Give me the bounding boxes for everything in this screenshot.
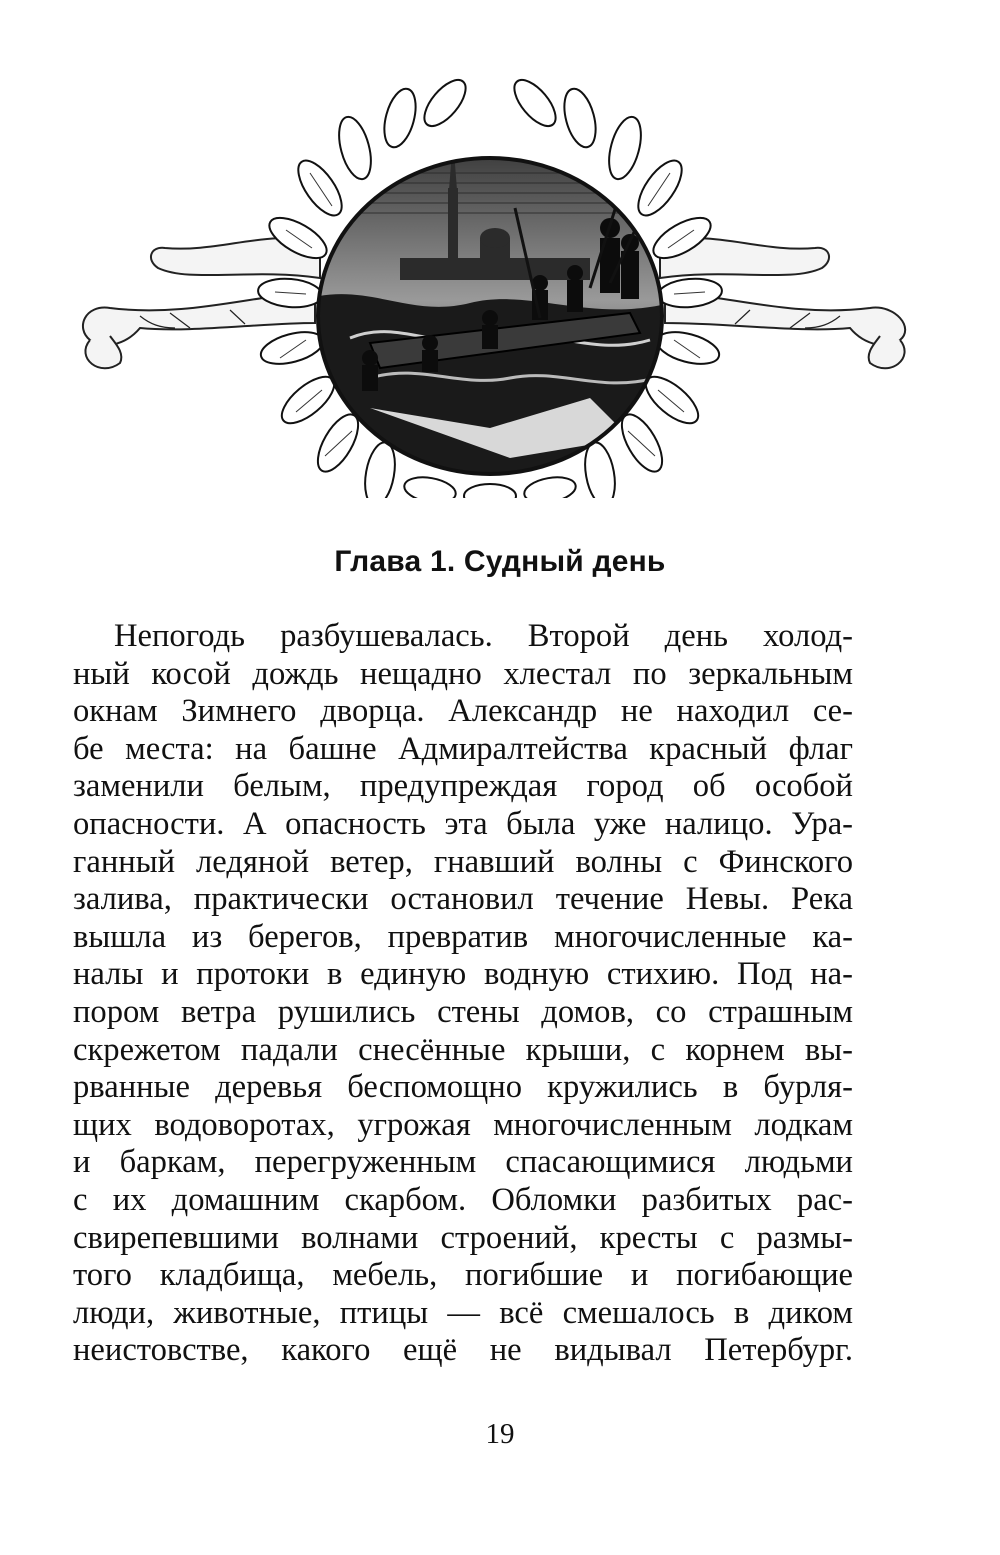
text-line: того кладбища, мебель, погибшие и погибающие [73, 1257, 853, 1294]
text-line: ганный ледяной ветер, гнавший волны с Финского [73, 843, 853, 880]
text-line: опасности. А опасность эта была уже налицо. Ура- [73, 805, 853, 842]
chapter-title: Глава 1. Судный день [334, 545, 666, 578]
text-line: рванные деревья беспомощно кружились в бурля- [73, 1069, 853, 1106]
text-line: налы и протоки в единую водную стихию. Под на- [73, 956, 853, 993]
text-line: неистовстве, какого ещё не видывал Петербург. [73, 1332, 853, 1369]
medallion-scene [310, 138, 670, 488]
text-line: Непогодь разбушевалась. Второй день холод- [114, 618, 853, 654]
text-line: щих водоворотах, угрожая многочисленным лодкам [73, 1106, 853, 1143]
text-line: заменили белым, предупреждая город об особой [73, 768, 853, 805]
chapter-body [73, 618, 853, 1370]
text-line: люди, животные, птицы — всё смешалось в диком [73, 1294, 853, 1331]
vignette-illustration [70, 78, 930, 498]
text-line: с их домашним скарбом. Обломки разбитых рас- [73, 1181, 853, 1218]
text-line: залива, практически остановил течение Невы. Река [73, 881, 853, 918]
text-line: скрежетом падали снесённые крыши, с корнем вы- [73, 1031, 853, 1068]
text-line: свирепевшими волнами строений, кресты с размы- [73, 1219, 853, 1256]
chapter-vignette [70, 78, 930, 498]
text-line: окнам Зимнего дворца. Александр не находил се- [73, 693, 853, 730]
text-line: бе места: на башне Адмиралтейства красный флаг [73, 730, 853, 767]
text-line: и баркам, перегруженным спасающимися людьми [73, 1144, 853, 1181]
text-line: пором ветра рушились стены домов, со страшным [73, 993, 853, 1030]
text-line: вышла из берегов, превратив многочисленные ка- [73, 918, 853, 955]
text-line: ный косой дождь нещадно хлестал по зеркальным [73, 655, 853, 692]
page-number: 19 [485, 1418, 515, 1450]
